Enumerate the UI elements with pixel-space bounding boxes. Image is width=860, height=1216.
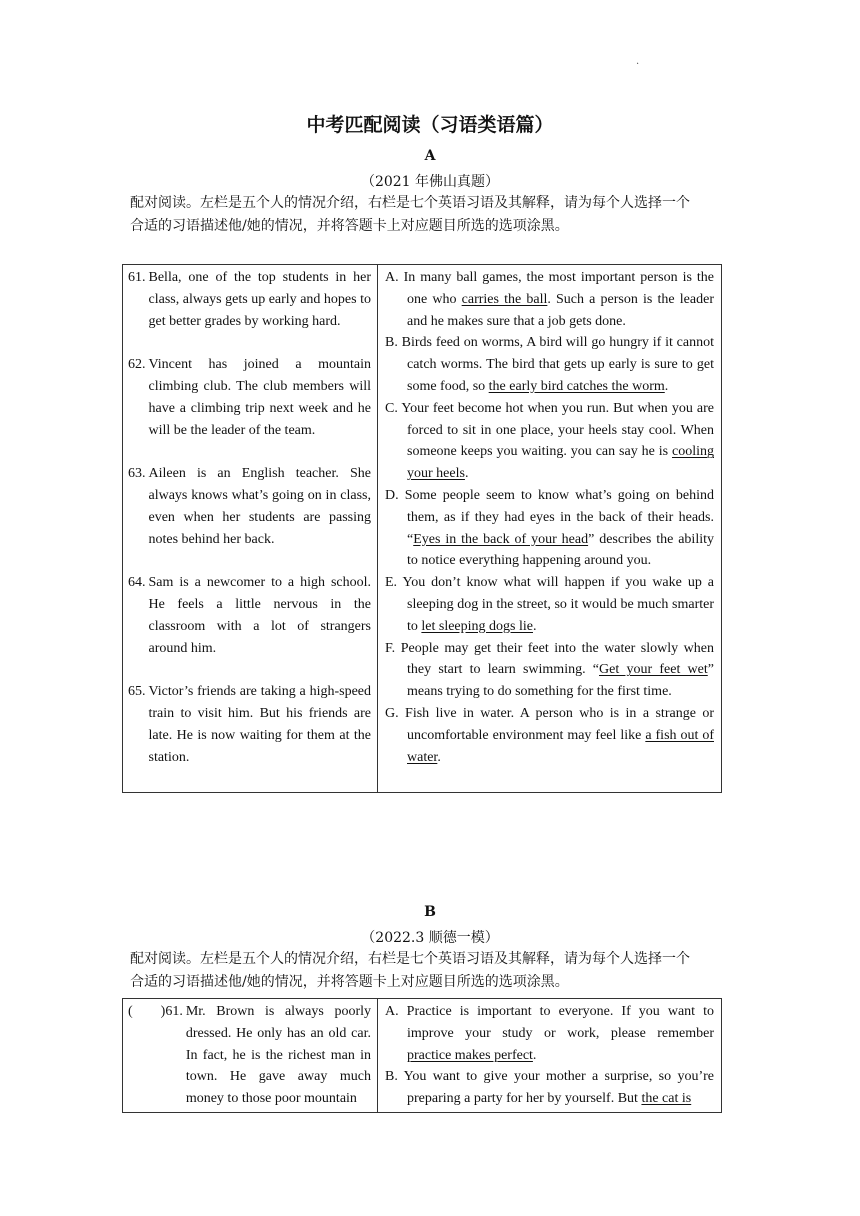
option-b: [385, 1066, 714, 1110]
option-text: E. You don’t know what will happen if you wake up a sleeping dog in the street, so it would be much smarter to: [385, 575, 714, 634]
option-text: .: [664, 378, 669, 394]
item-number: 62.: [128, 357, 146, 373]
instruction-line-1: 配对阅读。左栏是五个人的情况介绍，右栏是七个英语习语及其解释，请为每个人选择一个: [130, 951, 690, 967]
option-text: B. You want to give your mother a surprise, so you’re preparing a party for her by yourself. But: [385, 1069, 714, 1107]
person-item-65: [128, 681, 371, 768]
option-text: D. Some people seem to know what’s going on behind them, as if they had eyes in the back of their heads. “: [385, 487, 714, 547]
item-number: 65.: [128, 684, 146, 700]
idiom: Get your feet wet: [599, 662, 708, 678]
idiom: the early bird catches the worm: [488, 378, 665, 394]
item-number: 64.: [128, 575, 146, 591]
option-text: .: [532, 618, 537, 634]
idioms-column: [378, 265, 722, 793]
idioms-column: [378, 999, 722, 1113]
section-a-matching-table: [122, 264, 722, 793]
section-b-matching-table: [122, 998, 722, 1113]
option-a: [385, 267, 714, 332]
section-b-source: （2022.3 顺德一模）: [361, 930, 499, 946]
person-item-61: [128, 1001, 371, 1110]
item-number: 61.: [128, 270, 146, 285]
idiom: Eyes in the back of your head: [413, 531, 589, 547]
idiom: the cat is: [641, 1091, 692, 1107]
option-text: A. Practice is important to everyone. If you want to improve your study or work, please remember: [385, 1004, 714, 1041]
people-column: [123, 999, 378, 1113]
option-a: [385, 1001, 714, 1066]
page-dot: .: [636, 56, 640, 67]
option-text: ” describes the ability to notice everything happening around you.: [407, 531, 714, 569]
page-title: 中考匹配阅读（习语类语篇）: [306, 114, 554, 136]
item-text: Aileen is an English teacher. She always knows what’s going on in class, even when her students are passing notes behind her back.: [148, 466, 371, 547]
item-text: Mr. Brown is always poorly dressed. He only has an old car. In fact, he is the richest man in town. He gave away much money to those poor mountain: [185, 1004, 371, 1107]
item-number: 63.: [128, 466, 146, 482]
idiom: a fish out of water: [407, 727, 714, 765]
option-f: [385, 638, 714, 703]
option-e: [385, 572, 714, 637]
instruction-line-2: 合适的习语描述他/她的情况，并将答题卡上对应题目所选的选项涂黑。: [130, 218, 569, 234]
section-a-letter: A: [424, 148, 436, 164]
option-text: B. Birds feed on worms, A bird will go hungry if it cannot catch worms. The bird that gets up early is sure to get some food, so: [385, 335, 714, 394]
option-text: A. In many ball games, the most important person is the one who: [385, 270, 714, 307]
item-number: ( )61.: [128, 1004, 183, 1019]
idiom: let sleeping dogs lie: [421, 618, 533, 634]
option-g: [385, 703, 714, 768]
option-d: [385, 485, 714, 572]
option-text: .: [464, 466, 469, 482]
person-item-63: [128, 463, 371, 550]
people-column: [123, 265, 378, 793]
option-text: .: [437, 749, 441, 765]
option-b: [385, 332, 714, 397]
person-item-62: [128, 354, 371, 441]
person-item-64: [128, 572, 371, 659]
instruction-line-2: 合适的习语描述他/她的情况，并将答题卡上对应题目所选的选项涂黑。: [130, 974, 569, 990]
section-a-source: （2021 年佛山真题）: [360, 174, 500, 190]
option-c: [385, 398, 714, 485]
item-text: Vincent has joined a mountain climbing club. The club members will have a climbing trip next week and he will be the leader of the team.: [148, 357, 371, 438]
option-text: .: [532, 1047, 537, 1063]
section-b-letter: B: [424, 904, 436, 920]
option-text: . Such a person is the leader and he makes sure that a job gets done.: [407, 291, 714, 329]
item-text: Sam is a newcomer to a high school. He feels a little nervous in the classroom with a lot of strangers around him.: [148, 575, 371, 656]
section-a-instruction: [130, 192, 732, 238]
option-text: F. People may get their feet into the water slowly when they start to learn swimming. “: [385, 640, 714, 678]
idiom: practice makes perfect: [407, 1047, 533, 1063]
item-text: Bella, one of the top students in her class, always gets up early and hopes to get better grades by working hard.: [148, 270, 371, 329]
item-text: Victor’s friends are taking a high-speed train to visit him. But his friends are late. He is now waiting for them at the station.: [148, 684, 371, 765]
option-text: G. Fish live in water. A person who is in a strange or uncomfortable environment may feel like: [385, 705, 714, 743]
instruction-line-1: 配对阅读。左栏是五个人的情况介绍，右栏是七个英语习语及其解释，请为每个人选择一个: [130, 195, 690, 211]
idiom: carries the ball: [461, 291, 548, 307]
option-text: C. Your feet become hot when you run. But when you are forced to sit in one place, your heels stay cool. When someone keeps you waiting. you can say he is: [385, 400, 714, 460]
section-b-instruction: [130, 948, 732, 994]
idiom: cooling your heels: [407, 444, 714, 482]
person-item-61: [128, 267, 371, 332]
option-text: ” means trying to do something for the first time.: [407, 662, 714, 700]
